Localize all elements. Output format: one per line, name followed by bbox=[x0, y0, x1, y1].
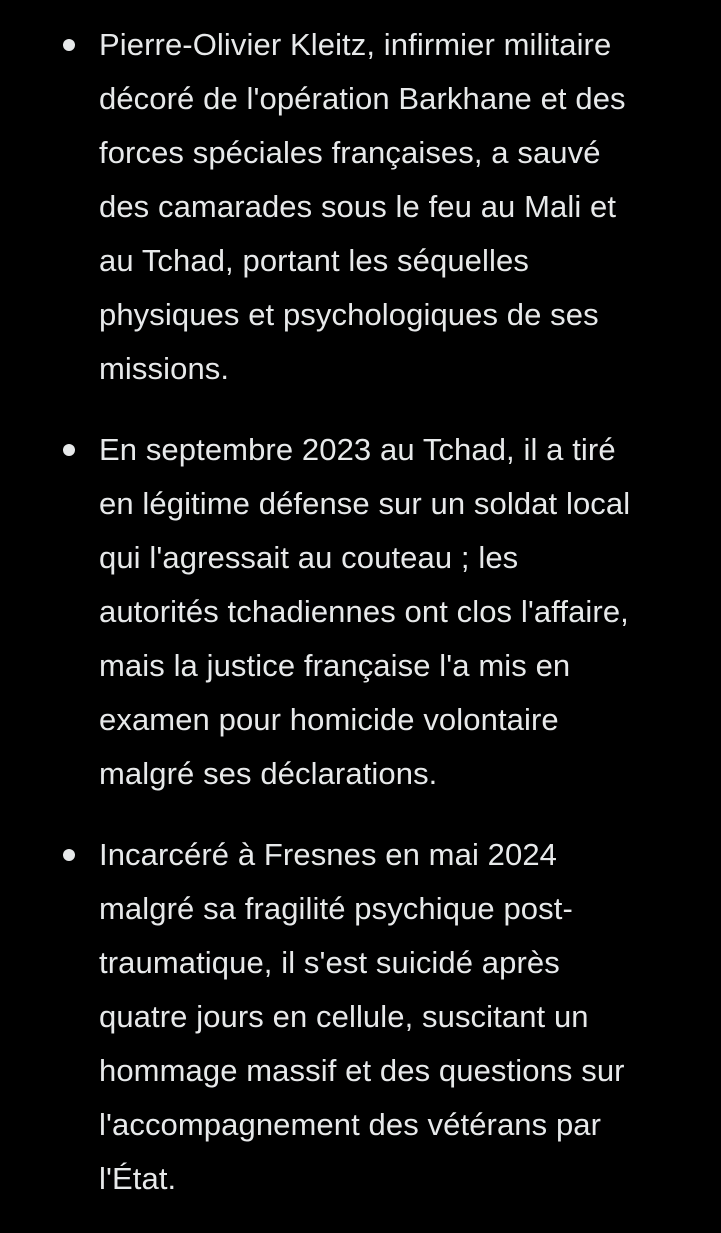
list-item bbox=[0, 18, 721, 396]
bullet-dot-icon bbox=[63, 849, 75, 861]
bullet-dot-icon bbox=[63, 39, 75, 51]
bullet-text: Incarcéré à Fresnes en mai 2024 malgré sa fragilité psychique post- traumatique, il s'est suicidé après quatre jours en cellule, suscitant un hommage massif et des questions sur l'accompagnement des vétérans par l'État. bbox=[99, 837, 625, 1196]
list-item bbox=[0, 423, 721, 801]
bullet-text: Pierre-Olivier Kleitz, infirmier militaire décoré de l'opération Barkhane et des forces spéciales françaises, a sauvé des camarades sous le feu au Mali et au Tchad, portant les séquelles physiques et psychologiques de ses missions. bbox=[99, 27, 626, 386]
message-content bbox=[0, 18, 721, 1233]
bullet-list bbox=[0, 18, 721, 1206]
list-item bbox=[0, 828, 721, 1206]
bullet-text: En septembre 2023 au Tchad, il a tiré en légitime défense sur un soldat local qui l'agressait au couteau ; les autorités tchadiennes ont clos l'affaire, mais la justice française l'a mis en examen pour homicide volontaire malgré ses déclarations. bbox=[99, 432, 631, 791]
bullet-dot-icon bbox=[63, 444, 75, 456]
